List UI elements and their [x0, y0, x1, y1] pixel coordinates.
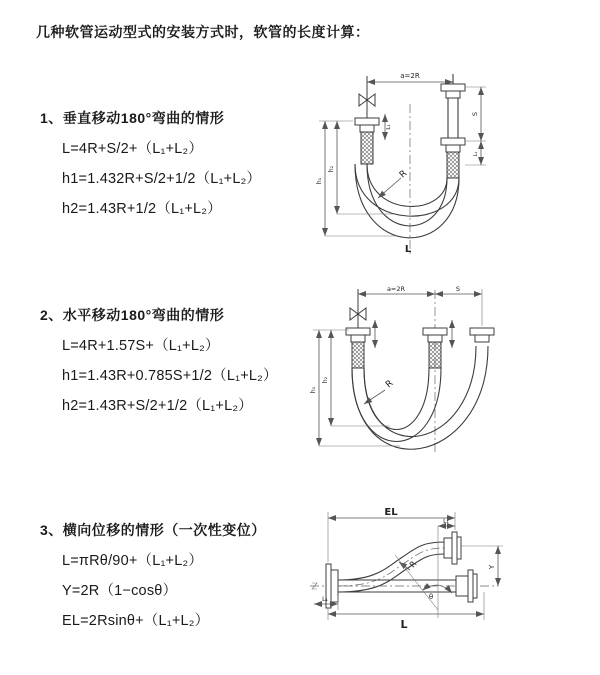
dim-r-label: R	[384, 378, 396, 391]
dim-y-label: Y	[488, 564, 496, 570]
page-title: 几种软管运动型式的安装方式时，软管的长度计算：	[36, 24, 370, 40]
dim-r	[399, 559, 419, 570]
section-3-heading: 3、横向位移的情形（一次性变位）	[40, 522, 266, 538]
dim-r-label: R	[407, 559, 419, 570]
middle-pipe-fitting	[423, 328, 447, 368]
dim-l1-left	[385, 114, 392, 140]
dim-el	[328, 507, 455, 562]
dim-h2-label: h₂	[328, 165, 335, 173]
dim-h1-label: h₁	[316, 177, 323, 185]
dim-a2r	[367, 72, 453, 84]
dim-l1-right	[473, 141, 481, 165]
right-pipe-fitting	[470, 328, 494, 342]
dim-l-label: L	[400, 618, 408, 631]
dim-a2r-label: a=2R	[400, 72, 420, 80]
section-1-heading: 1、垂直移动180°弯曲的情形	[40, 110, 225, 126]
dim-l1-left-label: L₁	[386, 124, 392, 130]
dim-s-label: S	[455, 285, 461, 293]
dim-s-label: S	[471, 111, 479, 117]
dim-l-label: L	[404, 244, 412, 255]
valve-icon	[350, 289, 366, 328]
dim-h2-label: h₂	[322, 376, 329, 384]
hose-u-bend	[352, 346, 488, 449]
section-2-heading: 2、水平移动180°弯曲的情形	[40, 307, 225, 323]
left-pipe-fitting	[346, 328, 370, 368]
section-2-formula-h1: h1=1.43R+0.785S+1/2（L₁+L₂）	[62, 368, 278, 384]
section-1-formula-h1: h1=1.432R+S/2+1/2（L₁+L₂）	[62, 171, 262, 187]
dim-l1-bottom-label: L₁	[322, 596, 328, 603]
diagram-horizontal-180	[305, 280, 590, 465]
section-1-formula-h2: h2=1.43R+1/2（L₁+L₂）	[62, 201, 222, 217]
dim-s	[435, 285, 482, 294]
left-pipe-fitting	[355, 118, 379, 164]
dim-r	[378, 169, 409, 198]
diagram-lateral-displacement	[298, 500, 600, 655]
dim-l1-top-label: L₁	[443, 518, 449, 525]
dim-a2r-label: a=2R	[386, 285, 406, 293]
dim-theta-label: θ	[428, 593, 434, 601]
diagram-vertical-180	[305, 66, 590, 261]
right-pipe-fitting	[441, 74, 465, 178]
dim-r-label: R	[397, 168, 410, 181]
section-1-formula-l: L=4R+S/2+（L₁+L₂）	[62, 141, 204, 157]
dim-l	[328, 592, 484, 631]
section-2-formula-h2: h2=1.43R+S/2+1/2（L₁+L₂）	[62, 398, 253, 414]
section-2-formula-l: L=4R+1.57S+（L₁+L₂）	[62, 338, 220, 354]
section-3-formula-y: Y=2R（1−cosθ）	[62, 583, 178, 599]
section-3-formula-l: L=πRθ/90+（L₁+L₂）	[62, 553, 204, 569]
section-3-formula-el: EL=2Rsinθ+（L₁+L₂）	[62, 613, 210, 629]
dim-h1-label: h₁	[310, 386, 317, 394]
dim-l1-right-label: L₁	[473, 151, 479, 157]
dim-el-label: EL	[384, 507, 398, 518]
dim-a2r	[358, 285, 435, 294]
